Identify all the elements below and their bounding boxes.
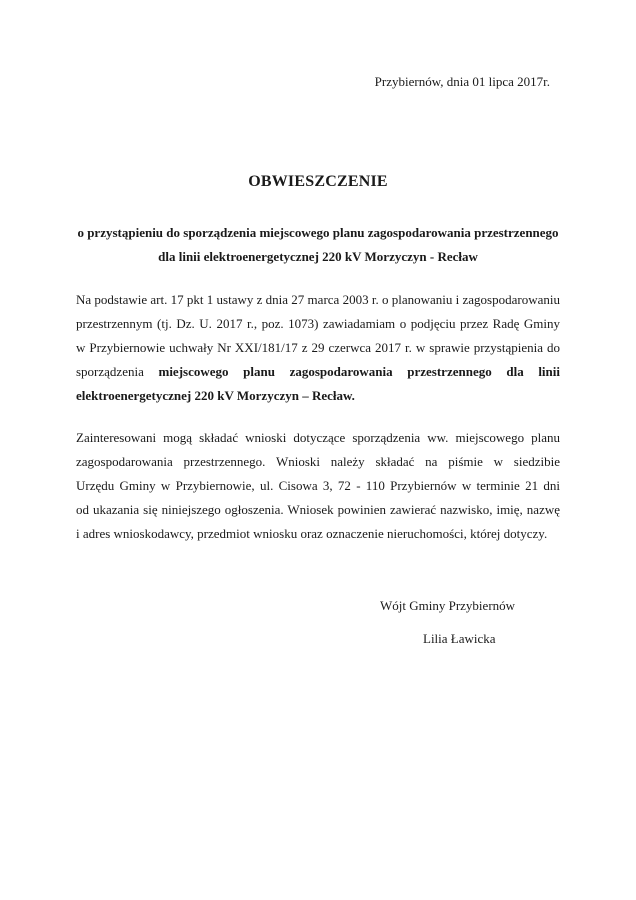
paragraph-line: Zainteresowani mogą składać wnioski dotyczące sporządzenia ww. miejscowego planu — [76, 430, 560, 445]
paragraph-line — [76, 360, 560, 384]
paragraph-line: Na podstawie art. 17 pkt 1 ustawy z dnia 27 marca 2003 r. o planowaniu i zagospodarowaniu — [76, 292, 560, 307]
subtitle-line: o przystąpieniu do sporządzenia miejscowego planu zagospodarowania przestrzennego — [77, 225, 559, 240]
paragraph-line — [76, 384, 560, 408]
signature-office: Wójt Gminy Przybiernów — [380, 598, 516, 613]
place-date: Przybiernów, dnia 01 lipca 2017r. — [374, 74, 550, 89]
plan-name-emphasis: miejscowego planu zagospodarowania przestrzennego dla linii — [158, 364, 560, 379]
subtitle-line: dla linii elektroenergetycznej 220 kV Morzyczyn - Recław — [158, 249, 478, 264]
paragraph-line: w Przybiernowie uchwały Nr XXI/181/17 z 29 czerwca 2017 r. w sprawie przystąpienia do — [76, 340, 560, 355]
paragraph-line: przestrzennym (tj. Dz. U. 2017 r., poz. 1073) zawiadamiam o podjęciu przez Radę Gminy — [76, 316, 560, 331]
signature-name: Lilia Ławicka — [423, 631, 496, 646]
plan-name-emphasis: elektroenergetycznej 220 kV Morzyczyn – Recław. — [76, 388, 355, 403]
document-subtitle — [60, 221, 576, 269]
paragraph-line: Urzędu Gminy w Przybiernowie, ul. Cisowa 3, 72 - 110 Przybiernów w terminie 21 dni — [76, 478, 560, 493]
paragraph-submission-info — [76, 426, 560, 546]
paragraph-line: od ukazania się niniejszego ogłoszenia. Wniosek powinien zawierać nazwisko, imię, nazwę — [76, 502, 560, 517]
paragraph-text: sporządzenia — [76, 364, 159, 379]
paragraph-line: zagospodarowania przestrzennego. Wnioski należy składać na piśmie w siedzibie — [76, 454, 560, 469]
paragraph-legal-basis — [76, 288, 560, 408]
paragraph-line: i adres wnioskodawcy, przedmiot wniosku oraz oznaczenie nieruchomości, której dotyczy. — [76, 526, 548, 541]
document-title: OBWIESZCZENIE — [248, 173, 388, 190]
